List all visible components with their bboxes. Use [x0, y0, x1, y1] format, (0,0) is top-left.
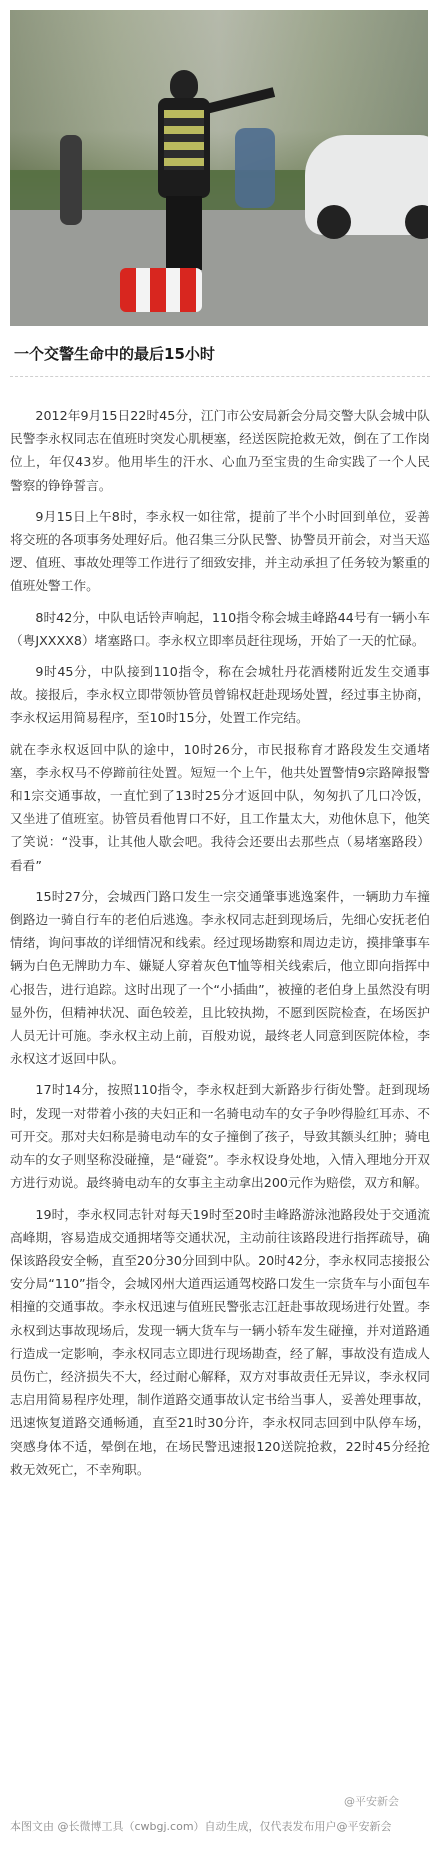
officer-legs [166, 196, 202, 270]
pedestrian [60, 135, 82, 225]
paragraph: 19时，李永权同志针对每天19时至20时圭峰路游泳池路段处于交通流高峰期，容易造成交通拥堵等交通状况，主动前往该路段进行指挥疏导，确保该路段安全畅，直至20分30分回到中队。20时42分，李永权同志接报公安分局“110”指令，会城冈州大道西运通驾校路口发生一宗货车与小面包车相撞的交通事故。李永权迅速与值班民警张志江赶赴事故现场进行处置。李永权到达事故现场后，发现一辆大货车与一辆小轿车发生碰撞，并对道路通行造成一定影响，李永权同志立即进行现场勘查，经了解，事故没有造成人员伤亡，经济损失不大，经过耐心解释，双方对事故责任无异议，李永权同志启用简易程序处理，制作道路交通事故认定书给当事人，妥善处理事故，迅速恢复道路交通畅通，直至21时30分许，李永权同志回到中队停车场，突感身体不适，晕倒在地，在场民警迅速报120送院抢救，22时45分经抢救无效死亡，不幸殉职。 [10, 1206, 430, 1477]
paragraph: 2012年9月15日22时45分，江门市公安局新会分局交警大队会城中队民警李永权同志在值班时突发心肌梗塞，经送医院抢救无效，倒在了工作岗位上，年仅43岁。他用毕生的汗水、心血乃至宝贵的生命实践了一个人民警察的铮铮誓言。 [10, 408, 430, 493]
footer-credit: 本图文由 @长微博工具（cwbgj.com）自动生成，仅代表发布用户@平安新会 [10, 1820, 392, 1833]
officer-head [170, 70, 198, 100]
article-title: 一个交警生命中的最后15小时 [14, 345, 215, 363]
paragraph: 17时14分，按照110指令，李永权赶到大新路步行街处警。赶到现场时，发现一对带着小孩的夫妇正和一名骑电动车的女子争吵得脸红耳赤、不可开交。那对夫妇称是骑电动车的女子撞倒了孩子，导致其额头红肿；骑电动车的女子则坚称没碰撞，是“碰瓷”。李永权设身处地，入情入理地分开双方进行劝说。最终骑电动车的女事主主动拿出200元作为赔偿，双方和解。 [10, 1082, 430, 1191]
reflective-vest [164, 110, 204, 170]
traffic-pedestal [120, 268, 202, 312]
car-wheel [317, 205, 351, 239]
paragraph: 9月15日上午8时，李永权一如往常，提前了半个小时回到单位，妥善将交班的各项事务处理好后。他召集三分队民警、协警员开前会，对当天巡逻、值班、事故处理等工作进行了细致安排，并主动承担了任务较为繁重的值班处警工作。 [10, 508, 430, 594]
weibo-watermark: @平安新会 [344, 1795, 399, 1808]
paragraph: 9时45分，中队接到110指令，称在会城牡丹花酒楼附近发生交通事故。接报后，李永权立即带领协管员曾锦权赶赴现场处置，经过事主协商，李永权运用简易程序，至10时15分，处置工作完结。 [10, 664, 430, 726]
paragraph: 8时42分，中队电话铃声响起，110指令称会城圭峰路44号有一辆小车（粤JXXXX8）堵塞路口。李永权立即率员赶往现场，开始了一天的忙碌。 [10, 609, 430, 648]
car-wheel [405, 205, 428, 239]
paragraph: 就在李永权返回中队的途中，10时26分，市民报称育才路段发生交通堵塞，李永权马不停蹄前往处置。短短一个上午，他共处置警情9宗路障报警和1宗交通事故，一直忙到了13时25分才返回中队，匆匆扒了几口冷饭，又坐进了值班室。协管员看他胃口不好，且工作量太大，劝他休息下，他笑了笑说：“没事，让其他人歇会吧。我待会还要出去那些点（易堵塞路段）看看” [10, 741, 430, 873]
white-car [305, 135, 428, 235]
traffic-police-officer [150, 70, 220, 270]
cyclist [235, 128, 275, 208]
traffic-police-photo [10, 10, 428, 326]
article-body [10, 404, 430, 1489]
title-divider [10, 376, 430, 377]
paragraph: 15时27分，会城西门路口发生一宗交通肇事逃逸案件，一辆助力车撞倒路边一骑自行车的老伯后逃逸。李永权同志赶到现场后，先细心安抚老伯情绪，询问事故的详细情况和线索。经过现场勘察和周边走访，摸排肇事车辆为白色无牌助力车、嫌疑人穿着灰色T恤等相关线索后，他立即向指挥中心报告，进行追踪。这时出现了一个“小插曲”，被撞的老伯身上虽然没有明显外伤，但精神状况、面色较差，且比较执拗，不愿到医院检查，在场医护人员无计可施。李永权主动上前，百般劝说，最终老人同意到医院体检，李永权这才返回中队。 [10, 888, 430, 1067]
